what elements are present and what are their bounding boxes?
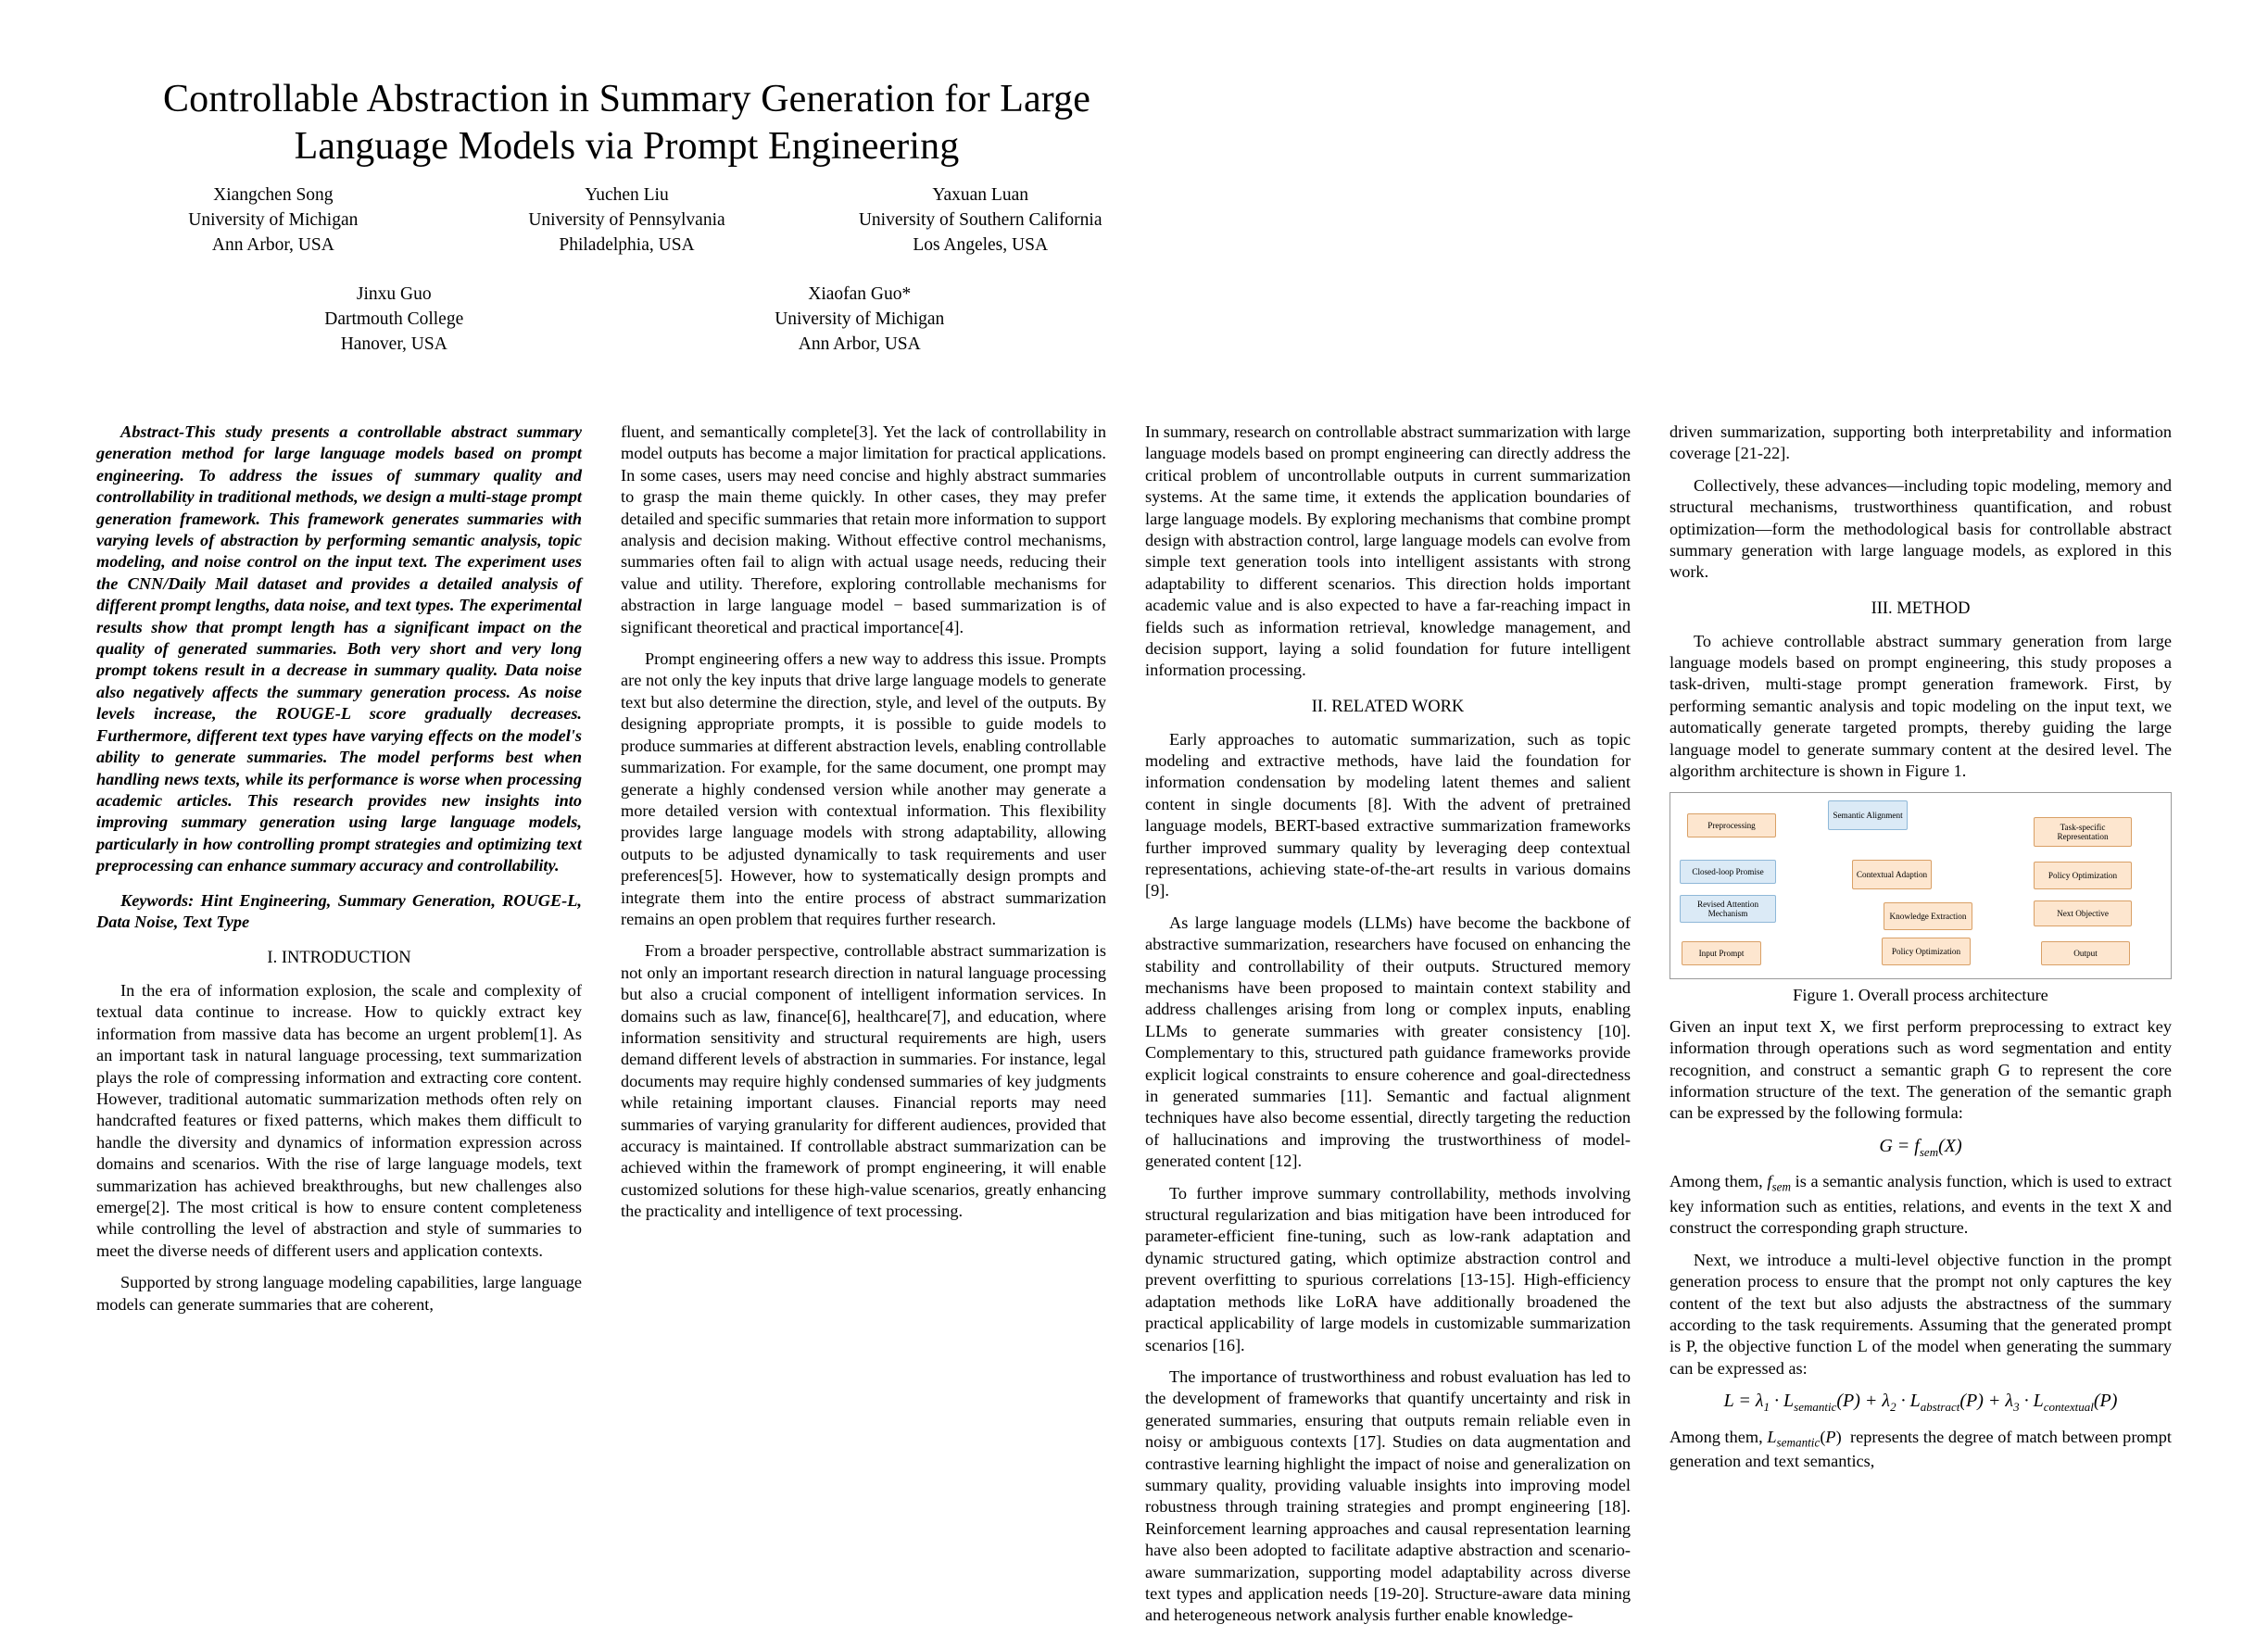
author-location: Los Angeles, USA	[913, 235, 1049, 256]
paragraph: As large language models (LLMs) have become the backbone of abstractive summarization, researchers have focused on enhancing the stability and controllability of their outputs. Structured memory mechanisms have been proposed to maintain context stability and address challenges arising from long or complex inputs, enabling LLMs to generate summaries with greater consistency [10]. Complementary to this, structured path guidance frameworks provide explicit logical constraints to ensure coherence and goal-directedness in generated summaries [11]. Semantic and factual alignment techniques have also become essential, directly targeting the reduction of hallucinations and improving the trustworthiness of model-generated content [12].	[1145, 913, 1631, 1171]
paragraph: Collectively, these advances—including topic modeling, memory and structural mechanisms, trustworthiness quantification, and robust optimization—form the methodological basis for controllable abstract summary generation with large language models, as explored in this work.	[1670, 475, 2172, 582]
author-name: Yuchen Liu	[585, 185, 669, 206]
figure-node: Semantic Alignment	[1828, 800, 1908, 830]
figure-node: Policy Optimization	[1882, 938, 1971, 965]
author-affiliation: Dartmouth College	[324, 309, 464, 330]
figure-node: Input Prompt	[1682, 941, 1761, 965]
equation-1: $G = f_{sem}(X)$	[1879, 1135, 1962, 1159]
column-3	[1145, 422, 1631, 1637]
paragraph: Next, we introduce a multi-level objective function in the prompt generation process to ensure that the prompt not only captures the key content of the text but also adjusts the abstractness of the summary according to the task requirements. Assuming that the generated prompt is P, the objective function L of the model when generating the summary can be expressed as:	[1670, 1250, 2172, 1378]
author-block	[450, 183, 804, 258]
figure-1	[1670, 792, 2172, 1006]
section-heading-method: III. METHOD	[1871, 598, 1971, 618]
author-name: Xiangchen Song	[213, 185, 334, 206]
column-4	[1670, 422, 2172, 1637]
paragraph: In the era of information explosion, the scale and complexity of textual data continue to increase. How to quickly extract key information from massive data has become an urgent problem[1]. As an important task in natural language processing, text summarization plays the role of compressing information and extracting core content. However, traditional automatic summarization methods often rely on handcrafted features or fixed patterns, which makes them difficult to handle the diversity and dynamics of information expression across domains and scenarios. With the rise of large language models, text summarization has achieved breakthroughs, but new challenges also emerge[2]. The most critical is how to ensure content completeness while controlling the level of abstraction and style of summaries to meet the diverse needs of different users and application contexts.	[96, 981, 582, 1260]
title-block	[96, 76, 1157, 358]
figure-node: Closed-loop Promise	[1680, 860, 1776, 884]
paragraph: The importance of trustworthiness and robust evaluation has led to the development of frameworks that quantify uncertainty and risk in generated summaries, ensuring that outputs remain reliable even in noisy or ambiguous contexts [17]. Studies on data augmentation and contrastive learning highlight the impact of noise and generalization on summary quality, providing valuable insights into improving model robustness through training strategies and prompt engineering [18]. Reinforcement learning approaches and causal representation learning have also been adopted to facilitate adaptive abstraction and scenario-aware summarization, supporting model adaptability across diverse text types and application needs [19-20]. Structure-aware data mining and heterogeneous network analysis further enable knowledge-	[1145, 1366, 1631, 1625]
author-affiliation: University of Michigan	[775, 309, 945, 330]
figure-node: Knowledge Extraction	[1884, 902, 1972, 930]
author-affiliation: University of Southern California	[858, 210, 1102, 231]
author-affiliation: University of Pennsylvania	[528, 210, 725, 231]
paragraph: To further improve summary controllability, methods involving structural regularization and bias mitigation have been introduced for parameter-efficient fine-tuning, such as low-rank adaptation and dynamic structured gating, which optimize abstraction control and prevent overfitting to spurious correlations [13-15]. High-efficiency adaptation methods like LoRA have additionally broadened the practical applicability of large models in customizable summarization scenarios [16].	[1145, 1183, 1631, 1354]
column-1	[96, 422, 582, 1637]
keywords: Keywords: Hint Engineering, Summary Generation, ROUGE-L, Data Noise, Text Type	[96, 890, 582, 931]
authors-row-1	[96, 183, 1157, 258]
figure-node: Output	[2041, 941, 2130, 965]
abstract: Abstract-This study presents a controllable abstract summary generation method for large language models based on prompt engineering. To address the issues of summary quality and controllability in traditional methods, we design a multi-stage prompt generation framework. This framework generates summaries with varying levels of abstraction by performing semantic analysis, topic modeling, and noise control on the input text. The experiment uses the CNN/Daily Mail dataset and provides a detailed analysis of different prompt lengths, data noise, and text types. The experimental results show that prompt length has a significant impact on the quality of generated summaries. Both very short and very long prompt tokens result in a decrease in summary quality. Data noise also negatively affects the summary generation process. As noise levels increase, the ROUGE-L score gradually decreases. Furthermore, different text types have varying effects on the model's ability to generate summaries. The model performs best when handling news texts, while its performance is worse when processing academic articles. This research provides new insights into improving summary generation using large language models, particularly in how controlling prompt strategies and optimizing text preprocessing can enhance summary accuracy and controllability.	[96, 422, 582, 875]
authors-row-2	[96, 283, 1157, 358]
figure-node: Revised Attention Mechanism	[1680, 895, 1776, 923]
paragraph: Among them, $f_{sem}$ is a semantic analysis function, which is used to extract key information such as entities, relations, and events in the text X and construct the corresponding graph structure.	[1670, 1172, 2172, 1238]
author-name: Jinxu Guo	[356, 284, 432, 305]
paragraph: In summary, research on controllable abstract summarization with large language models based on prompt engineering can directly address the critical problem of uncontrollable outputs in current summarization systems. At the same time, it extends the application boundaries of large language models. By exploring mechanisms that combine prompt design with abstraction control, large language models can evolve from simple text generation tools into intelligent assistants with strong adaptability to different scenarios. This direction holds important academic value and is also expected to have a far-reaching impact in fields such as information retrieval, knowledge management, and decision support, laying a solid foundation for future intelligent information processing.	[1145, 422, 1631, 680]
paragraph: Supported by strong language modeling capabilities, large language models can generate summaries that are coherent,	[96, 1273, 582, 1314]
author-location: Philadelphia, USA	[559, 235, 695, 256]
paragraph: fluent, and semantically complete[3]. Yet the lack of controllability in model outputs has become a major limitation for practical applications. In some cases, users may need concise and highly abstract summaries to grasp the main theme quickly. In other cases, they may prefer detailed and specific summaries that retain more information to support analysis and decision making. Without effective control mechanisms, summaries often fail to align with actual usage needs, reducing their value and utility. Therefore, exploring controllable mechanisms for abstraction in large language model − based summarization is of significant theoretical and practical importance[4].	[621, 422, 1106, 636]
author-block	[627, 283, 1093, 358]
paragraph: Early approaches to automatic summarization, such as topic modeling and extractive methods, have laid the foundation for information condensation by modeling latent themes and salient content in single documents [8]. With the advent of pretrained language models, BERT-based extractive summarization frameworks further improved summary quality by leveraging deep contextual representations, achieving state-of-the-art results in various domains [9].	[1145, 729, 1631, 900]
author-block	[803, 183, 1157, 258]
figure-node: Contextual Adaption	[1852, 860, 1932, 889]
figure-diagram	[1670, 792, 2172, 979]
author-name: Xiaofan Guo*	[808, 284, 912, 305]
paragraph: driven summarization, supporting both interpretability and information coverage [21-22].	[1670, 422, 2172, 463]
author-location: Hanover, USA	[340, 334, 447, 354]
equation-2: $L = \lambda_1 \cdot L_{semantic}(P) + \lambda_2 \cdot L_{abstract}(P) + \lambda_3 \cdot L_{contextual}(P)$	[1723, 1391, 2118, 1415]
figure-node: Next Objective	[2034, 900, 2132, 926]
figure-node: Preprocessing	[1687, 813, 1776, 837]
column-2	[621, 422, 1106, 1637]
author-affiliation: University of Michigan	[188, 210, 359, 231]
paragraph: To achieve controllable abstract summary generation from large language models based on prompt engineering, this study proposes a task-driven, multi-stage prompt generation framework. First, by performing semantic analysis and topic modeling on the input text, we automatically generate targeted prompts, thereby guiding the large language model to generate summary content at the desired level. The algorithm architecture is shown in Figure 1.	[1670, 631, 2172, 780]
author-location: Ann Arbor, USA	[798, 334, 921, 354]
page-title: Controllable Abstraction in Summary Generation for Large Language Models via Prompt Engineering	[163, 78, 1090, 169]
body-columns	[96, 422, 2172, 1637]
author-location: Ann Arbor, USA	[211, 235, 334, 256]
section-heading-introduction: I. INTRODUCTION	[267, 949, 411, 968]
author-block	[96, 183, 450, 258]
author-name: Yaxuan Luan	[932, 185, 1028, 206]
paragraph: From a broader perspective, controllable abstract summarization is not only an important research direction in natural language processing but also a crucial component of intelligent information services. In domains such as law, finance[6], healthcare[7], and education, where information sensitivity and structural requirements are high, users demand different levels of abstraction in summaries. For instance, legal documents may require highly condensed summaries of key judgments while retaining important clauses. Financial reports may need summaries of varying granularity for different audiences, provided that accuracy is maintained. If controllable abstract summarization can be achieved within the framework of prompt engineering, it will enable customized solutions for these high-value scenarios, greatly enhancing the practicality and intelligence of text processing.	[621, 941, 1106, 1221]
section-heading-related-work: II. RELATED WORK	[1311, 697, 1465, 716]
paragraph: Given an input text X, we first perform preprocessing to extract key information through operations such as word segmentation and entity recognition, and construct a semantic graph G to represent the core information structure of the text. The generation of the semantic graph can be expressed by the following formula:	[1670, 1016, 2172, 1123]
figure-caption: Figure 1. Overall process architecture	[1793, 986, 2048, 1005]
figure-node: Policy Optimization	[2034, 862, 2132, 889]
author-block	[161, 283, 627, 358]
figure-node: Task-specific Representation	[2034, 817, 2132, 847]
paragraph: Prompt engineering offers a new way to address this issue. Prompts are not only the key inputs that drive large language models to generate text but also determine the direction, style, and level of the outputs. By designing appropriate prompts, it is possible to guide models to produce summaries at different abstraction levels, enabling controllable summarization. For example, for the same document, one prompt may generate a highly condensed version while another may generate a more detailed version with contextual information. This flexibility provides large language models with strong adaptability, allowing outputs to be adjusted dynamically to task requirements and user preferences[5]. However, how to systematically design prompts and integrate them into the entire process of abstract summarization remains an open problem that requires further research.	[621, 649, 1106, 928]
paragraph: Among them, $L_{semantic}(P)$ represents the degree of match between prompt generation and text semantics,	[1670, 1427, 2172, 1471]
